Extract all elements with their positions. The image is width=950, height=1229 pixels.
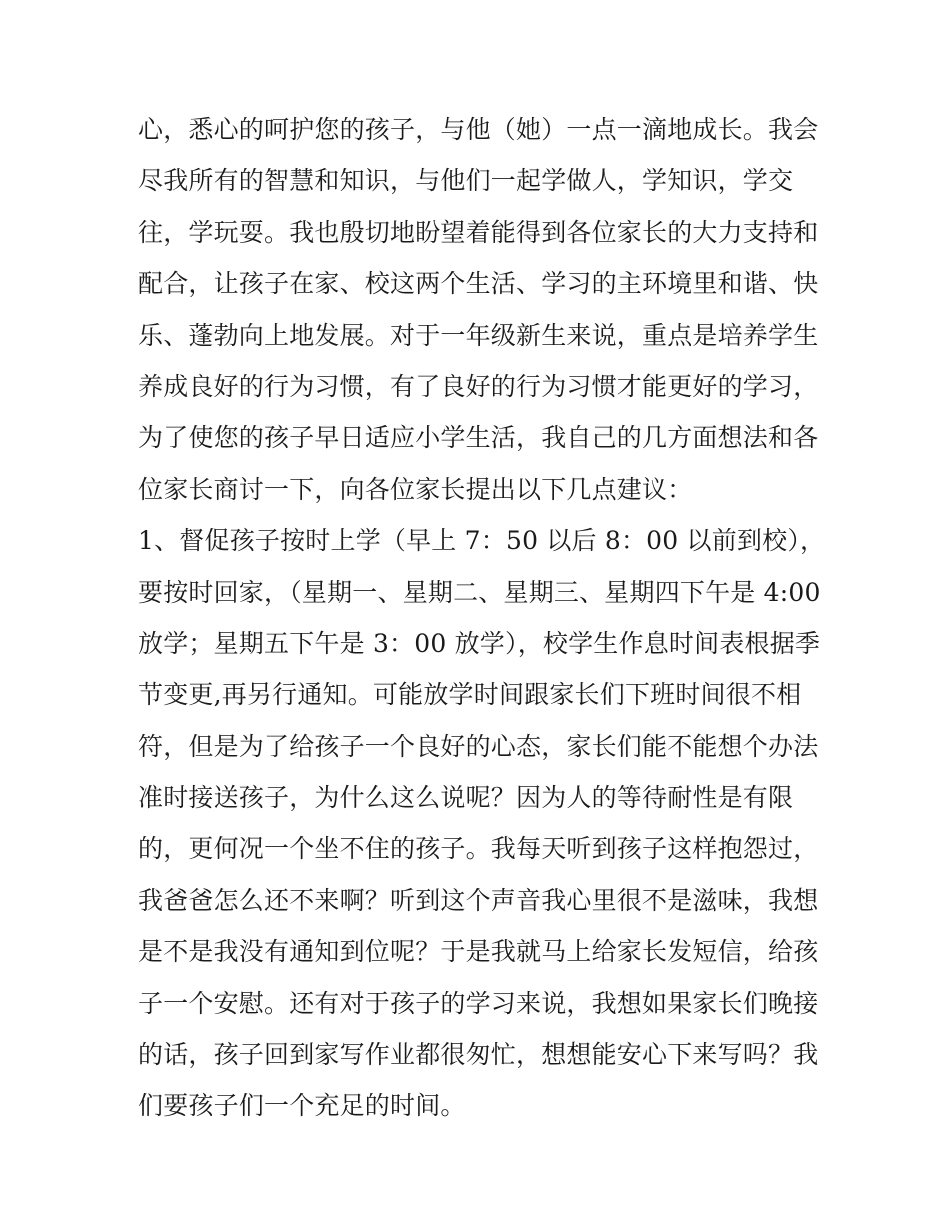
text-line-13: 符，但是为了给孩子一个良好的心态，家长们能不能想个办法 <box>138 731 819 761</box>
text-line-12: 节变更,再另行通知。可能放学时间跟家长们下班时间很不相 <box>138 680 802 710</box>
body-text <box>138 104 828 1132</box>
text-line-11: 放学；星期五下午是 3：00 放学），校学生作息时间表根据季 <box>138 628 821 658</box>
text-line-8: 位家长商讨一下，向各位家长提出以下几点建议： <box>138 474 693 504</box>
text-line-4: 配合，让孩子在家、校这两个生活、学习的主环境里和谐、快 <box>138 269 819 299</box>
text-line-7: 为了使您的孩子早日适应小学生活，我自己的几方面想法和各 <box>138 423 819 453</box>
text-line-15: 的，更何况一个坐不住的孩子。我每天听到孩子这样抱怨过， <box>138 834 819 864</box>
text-line-14: 准时接送孩子，为什么这么说呢？因为人的等待耐性是有限 <box>138 783 794 813</box>
text-line-17: 是不是我没有通知到位呢？于是我就马上给家长发短信，给孩 <box>138 937 819 967</box>
text-line-9: 1、督促孩子按时上学（早上 7：50 以后 8：00 以前到校）， <box>138 526 826 556</box>
text-line-20: 们要孩子们一个充足的时间。 <box>138 1091 466 1121</box>
text-line-6: 养成良好的行为习惯，有了良好的行为习惯才能更好的学习， <box>138 371 819 401</box>
text-line-1: 心，悉心的呵护您的孩子，与他（她）一点一滴地成长。我会 <box>138 115 819 144</box>
text-line-16: 我爸爸怎么还不来啊？听到这个声音我心里很不是滋味，我想 <box>138 885 819 915</box>
text-line-2: 尽我所有的智慧和知识，与他们一起学做人，学知识，学交 <box>138 166 794 196</box>
text-line-18: 子一个安慰。还有对于孩子的学习来说，我想如果家长们晚接 <box>138 988 819 1018</box>
text-line-19: 的话，孩子回到家写作业都很匆忙，想想能安心下来写吗？我 <box>138 1040 819 1070</box>
text-line-3: 往，学玩耍。我也殷切地盼望着能得到各位家长的大力支持和 <box>138 217 819 247</box>
text-line-10: 要按时回家，（星期一、星期二、星期三、星期四下午是 4:00 <box>138 577 821 607</box>
text-line-5: 乐、蓬勃向上地发展。对于一年级新生来说，重点是培养学生 <box>138 320 819 350</box>
